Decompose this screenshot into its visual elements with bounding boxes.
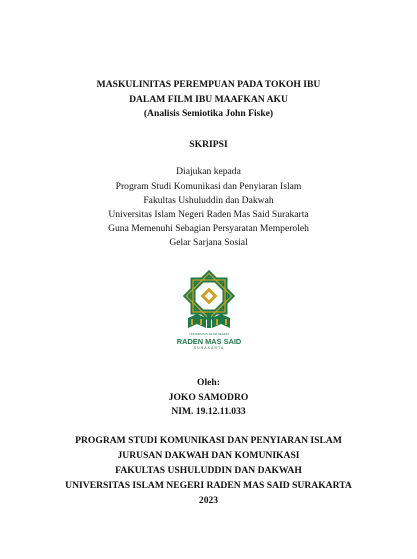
logo-small-text: UNIVERSITAS ISLAM NEGERI <box>189 332 229 336</box>
submission-line-1: Diajukan kepada <box>176 166 241 177</box>
document-type: SKRIPSI <box>189 139 228 150</box>
submission-line-6: Gelar Sarjana Sosial <box>169 237 248 248</box>
institution-line-2: JURUSAN DAKWAH DAN KOMUNIKASI <box>117 450 300 461</box>
submission-line-4: Universitas Islam Negeri Raden Mas Said Surakarta <box>108 209 309 220</box>
institution-line-4: UNIVERSITAS ISLAM NEGERI RADEN MAS SAID SURAKARTA <box>65 480 352 491</box>
logo-city: SURAKARTA <box>193 346 225 350</box>
thesis-subtitle: (Analisis Semiotika John Fiske) <box>143 108 274 119</box>
institution-line-1: PROGRAM STUDI KOMUNIKASI DAN PENYIARAN ISLAM <box>75 435 342 446</box>
submission-line-5: Guna Memenuhi Sebagian Persyaratan Memperoleh <box>108 223 309 234</box>
logo-university-name: RADEN MAS SAID <box>176 337 242 346</box>
thesis-title-line-2: DALAM FILM IBU MAAFKAN AKU <box>129 94 288 105</box>
submission-line-2: Program Studi Komunikasi dan Penyiaran Islam <box>115 181 302 192</box>
thesis-title-line-1: MASKULINITAS PEREMPUAN PADA TOKOH IBU <box>96 79 321 90</box>
year: 2023 <box>198 495 219 506</box>
institution-line-3: FAKULTAS USHULUDDIN DAN DAKWAH <box>115 465 302 476</box>
author-nim: NIM. 19.12.11.033 <box>171 406 246 417</box>
author-by-label: Oleh: <box>197 377 220 388</box>
author-name: JOKO SAMODRO <box>168 392 249 403</box>
logo-emblem-icon <box>176 268 242 332</box>
submission-line-3: Fakultas Ushuluddin dan Dakwah <box>143 195 274 206</box>
